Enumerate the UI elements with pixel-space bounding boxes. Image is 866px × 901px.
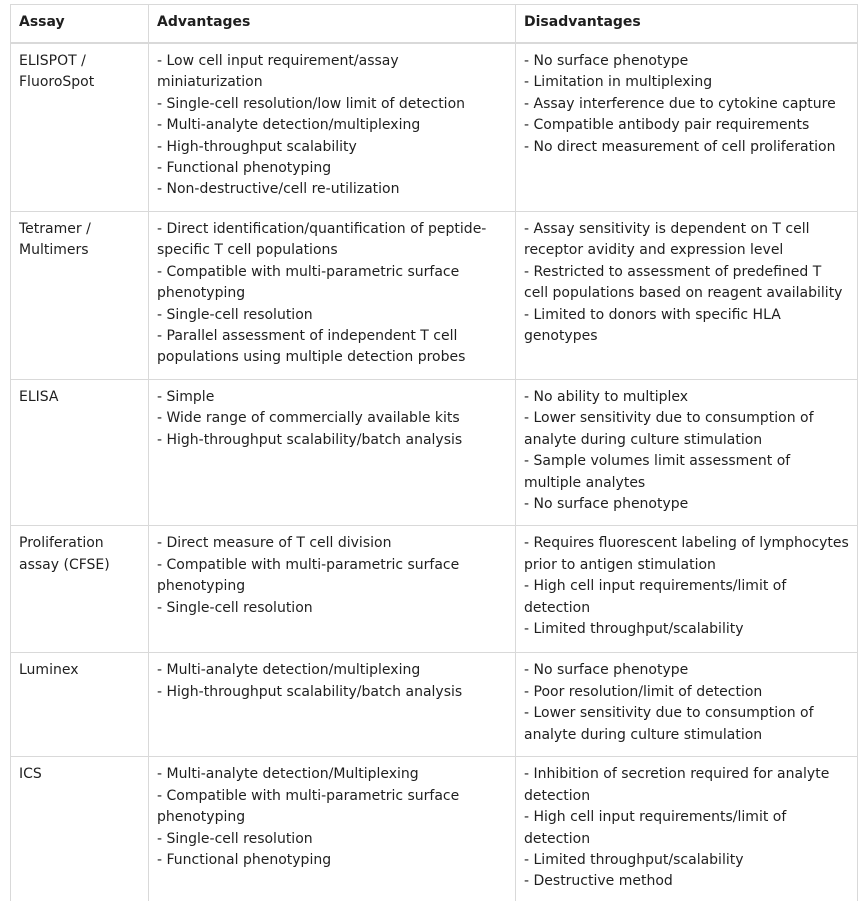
list-item: - Limited to donors with specific HLA genotypes	[524, 306, 781, 345]
list-item: - No ability to multiplex	[524, 389, 689, 405]
list-item: - High-throughput scalability	[157, 138, 357, 155]
assay-cell	[11, 380, 149, 526]
assay-cell	[11, 526, 149, 653]
assay-name-line: ICS	[19, 766, 42, 783]
list-item: - Direct identification/quantification of peptide-specific T cell populations	[157, 221, 487, 259]
assay-cell	[11, 43, 149, 212]
assay-name-line: FluoroSpot	[19, 74, 95, 91]
list-item: - Functional phenotyping	[157, 852, 332, 869]
assay-name-line: Luminex	[19, 662, 79, 679]
header-disadvantages: Disadvantages	[516, 5, 858, 44]
list-item: - Assay interference due to cytokine capture	[524, 95, 836, 112]
list-item: - Multi-analyte detection/Multiplexing	[157, 766, 419, 783]
list-item: - Restricted to assessment of predefined T cell populations based on reagent availability	[524, 263, 843, 302]
list-item: - Compatible with multi-parametric surface phenotyping	[157, 787, 460, 826]
advantages-cell	[149, 653, 516, 757]
disadvantages-cell	[516, 380, 858, 526]
assay-comparison-table	[10, 4, 858, 901]
list-item: - High-throughput scalability/batch analysis	[157, 683, 463, 700]
table-row	[11, 43, 858, 212]
list-item: - Multi-analyte detection/multiplexing	[157, 662, 421, 679]
list-item: - Wide range of commercially available kits	[157, 410, 460, 427]
assay-name-line: ELISPOT /	[19, 53, 86, 69]
table-row	[11, 526, 858, 653]
list-item: - Single-cell resolution	[157, 599, 313, 616]
list-item: - Multi-analyte detection/multiplexing	[157, 117, 421, 134]
list-item: - No surface phenotype	[524, 662, 689, 679]
table-row	[11, 757, 858, 901]
advantages-cell	[149, 526, 516, 653]
list-item: - Poor resolution/limit of detection	[524, 683, 763, 700]
header-assay: Assay	[11, 5, 149, 44]
header-row	[11, 5, 858, 44]
disadvantages-cell	[516, 653, 858, 757]
list-item: - Compatible antibody pair requirements	[524, 117, 810, 134]
assay-name-line: ELISA	[19, 389, 59, 405]
list-item: - Assay sensitivity is dependent on T cell receptor avidity and expression level	[524, 221, 810, 259]
assay-name-line: assay (CFSE)	[19, 556, 110, 573]
disadvantages-cell	[516, 212, 858, 380]
list-item: - Low cell input requirement/assay miniaturization	[157, 53, 399, 91]
assay-name-line: Proliferation	[19, 535, 104, 552]
list-item: - Limitation in multiplexing	[524, 74, 713, 91]
list-item: - Destructive method	[524, 873, 673, 890]
list-item: - Non-destructive/cell re-utilization	[157, 181, 400, 198]
list-item: - Single-cell resolution	[157, 306, 313, 323]
list-item: - No direct measurement of cell proliferation	[524, 138, 836, 155]
disadvantages-cell	[516, 757, 858, 901]
assay-cell	[11, 757, 149, 901]
list-item: - Lower sensitivity due to consumption of analyte during culture stimulation	[524, 410, 814, 448]
table-row	[11, 212, 858, 380]
assay-cell	[11, 212, 149, 380]
assay-cell	[11, 653, 149, 757]
list-item: - Single-cell resolution/low limit of detection	[157, 95, 466, 112]
table-row	[11, 653, 858, 757]
advantages-cell	[149, 380, 516, 526]
list-item: - Compatible with multi-parametric surface phenotyping	[157, 556, 460, 595]
list-item: - Sample volumes limit assessment of multiple analytes	[524, 453, 791, 491]
advantages-cell	[149, 212, 516, 380]
advantages-cell	[149, 757, 516, 901]
list-item: - Compatible with multi-parametric surface phenotyping	[157, 263, 460, 302]
list-item: - Limited throughput/scalability	[524, 621, 744, 638]
list-item: - High cell input requirements/limit of detection	[524, 578, 787, 616]
list-item: - High cell input requirements/limit of detection	[524, 809, 787, 847]
list-item: - No surface phenotype	[524, 53, 689, 69]
list-item: - Inhibition of secretion required for analyte detection	[524, 766, 830, 804]
disadvantages-cell	[516, 526, 858, 653]
list-item: - Functional phenotyping	[157, 160, 332, 177]
table-row	[11, 380, 858, 526]
list-item: - Simple	[157, 389, 215, 405]
header-advantages: Advantages	[149, 5, 516, 44]
advantages-cell	[149, 43, 516, 212]
list-item: - High-throughput scalability/batch analysis	[157, 431, 463, 448]
disadvantages-cell	[516, 43, 858, 212]
list-item: - Requires fluorescent labeling of lymphocytes prior to antigen stimulation	[524, 535, 849, 573]
list-item: - Single-cell resolution	[157, 830, 313, 847]
assay-name-line: Multimers	[19, 242, 89, 259]
list-item: - Direct measure of T cell division	[157, 535, 392, 552]
assay-name-line: Tetramer /	[19, 221, 91, 237]
list-item: - No surface phenotype	[524, 496, 689, 513]
list-item: - Limited throughput/scalability	[524, 852, 744, 869]
list-item: - Lower sensitivity due to consumption of analyte during culture stimulation	[524, 705, 814, 743]
list-item: - Parallel assessment of independent T cell populations using multiple detection probes	[157, 328, 466, 366]
